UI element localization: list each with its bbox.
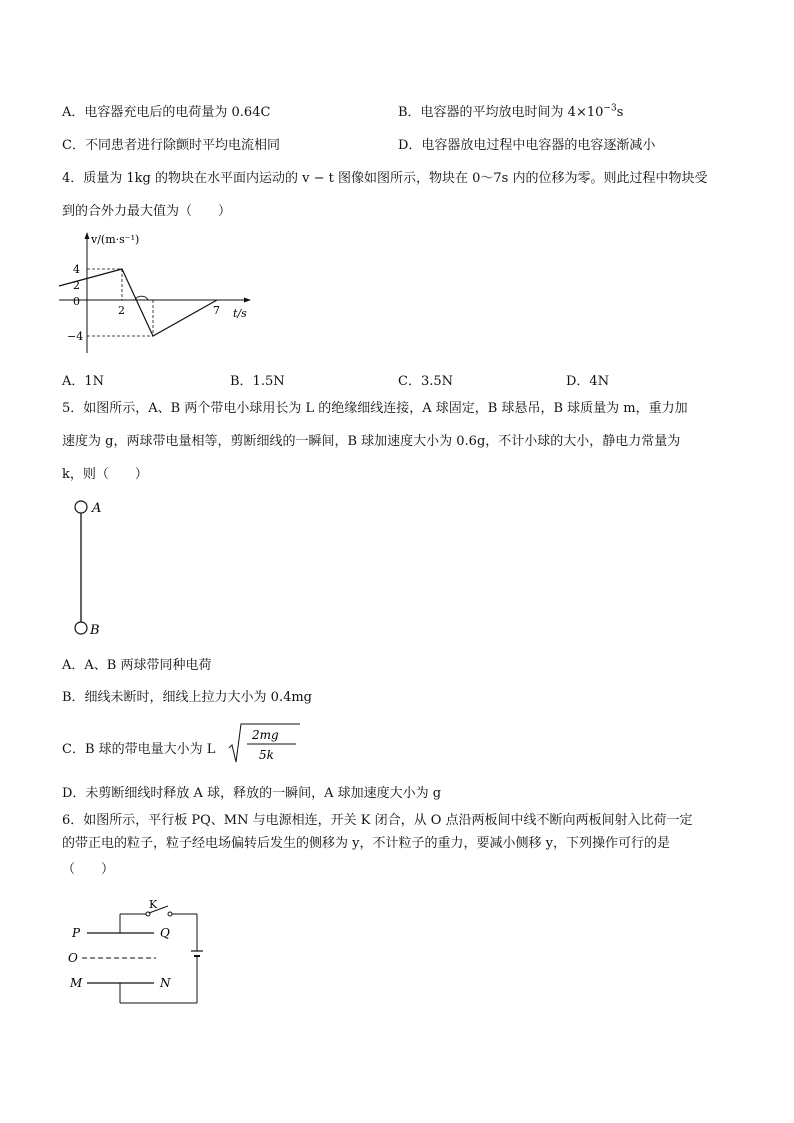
label-n: N bbox=[160, 976, 171, 990]
x-tick-7: 7 bbox=[213, 304, 220, 317]
y-axis-arrow bbox=[85, 232, 90, 239]
label-o: O bbox=[68, 951, 78, 965]
fraction-denominator: 5k bbox=[259, 748, 274, 762]
label-q: Q bbox=[160, 926, 170, 940]
q5-option-a: A．A、B 两球带同种电荷 bbox=[62, 658, 212, 673]
x-tick-2: 2 bbox=[118, 304, 125, 317]
vt-line bbox=[59, 269, 217, 336]
sqrt-expression bbox=[228, 722, 302, 766]
q5-option-c-text: C．B 球的带电量大小为 L bbox=[62, 742, 216, 757]
q4-vt-graph bbox=[55, 228, 275, 362]
q3-option-b-text: B．电容器的平均放电时间为 4×10 bbox=[398, 105, 604, 120]
label-p: P bbox=[72, 926, 81, 940]
q3-option-a: A．电容器充电后的电荷量为 0.64C bbox=[62, 105, 271, 120]
q5-stem-line2: 速度为 g，两球带电量相等，剪断细线的一瞬间，B 球加速度大小为 0.6g，不计小球的大小，静电力常量为 bbox=[62, 434, 681, 449]
switch-contact bbox=[168, 912, 172, 916]
q5-stem-line3: k，则（ ） bbox=[62, 467, 148, 482]
crossing-arc bbox=[135, 296, 148, 300]
label-k: K bbox=[149, 898, 158, 911]
q3-option-b bbox=[398, 101, 623, 120]
q5-figure bbox=[65, 495, 125, 644]
ball-a bbox=[75, 501, 87, 513]
q5-figure-svg bbox=[65, 495, 125, 640]
q6-circuit bbox=[62, 896, 222, 1020]
q4-stem-line1: 4．质量为 1kg 的物块在水平面内运动的 v − t 图像如图所示，物块在 0～7s 内的位移为零。则此过程中物块受 bbox=[62, 171, 708, 186]
label-a: A bbox=[92, 501, 102, 516]
q3-option-b-exponent: −3 bbox=[603, 103, 617, 114]
y-tick-2: 2 bbox=[73, 279, 80, 292]
q3-option-b-unit: s bbox=[616, 105, 624, 120]
q5-option-c bbox=[62, 728, 279, 762]
q4-vt-graph-svg bbox=[55, 228, 275, 358]
q4-option-a: A．1N bbox=[62, 374, 105, 389]
q5-option-d: D．未剪断细线时释放 A 球，释放的一瞬间，A 球加速度大小为 g bbox=[62, 786, 442, 801]
q5-stem-line1: 5．如图所示，A、B 两个带电小球用长为 L 的绝缘细线连接，A 球固定，B 球悬吊，B 球质量为 m，重力加 bbox=[62, 401, 688, 416]
y-tick-0: 0 bbox=[73, 295, 80, 308]
y-tick-4: 4 bbox=[73, 263, 80, 276]
label-m: M bbox=[70, 976, 83, 990]
sqrt-svg bbox=[228, 722, 302, 766]
q4-option-b: B．1.5N bbox=[230, 374, 285, 389]
q5-option-b: B．细线未断时，细线上拉力大小为 0.4mg bbox=[62, 690, 313, 705]
q3-option-c: C．不同患者进行除颤时平均电流相同 bbox=[62, 138, 280, 153]
x-axis-label: t/s bbox=[233, 307, 247, 320]
q4-option-c: C．3.5N bbox=[398, 374, 453, 389]
x-axis-arrow bbox=[244, 298, 251, 303]
q4-option-d: D．4N bbox=[566, 374, 610, 389]
q4-stem-line2: 到的合外力最大值为（ ） bbox=[62, 204, 232, 219]
fraction-numerator: 2mg bbox=[252, 728, 279, 742]
q6-stem-line3: （ ） bbox=[62, 862, 115, 877]
q6-stem-line2: 的带正电的粒子，粒子经电场偏转后发生的侧移为 y，不计粒子的重力，要减小侧移 y，下列操作可行的是 bbox=[62, 836, 670, 851]
label-b: B bbox=[90, 623, 100, 638]
q6-circuit-svg bbox=[62, 896, 222, 1016]
ball-b bbox=[75, 622, 87, 634]
y-tick-minus4: −4 bbox=[67, 330, 84, 343]
q6-stem-line1: 6．如图所示，平行板 PQ、MN 与电源相连，开关 K 闭合，从 O 点沿两板间中线不断向两板间射入比荷一定 bbox=[62, 813, 693, 828]
q3-option-d: D．电容器放电过程中电容器的电容逐渐减小 bbox=[398, 138, 656, 153]
y-axis-label: v/(m·s⁻¹) bbox=[91, 233, 140, 246]
